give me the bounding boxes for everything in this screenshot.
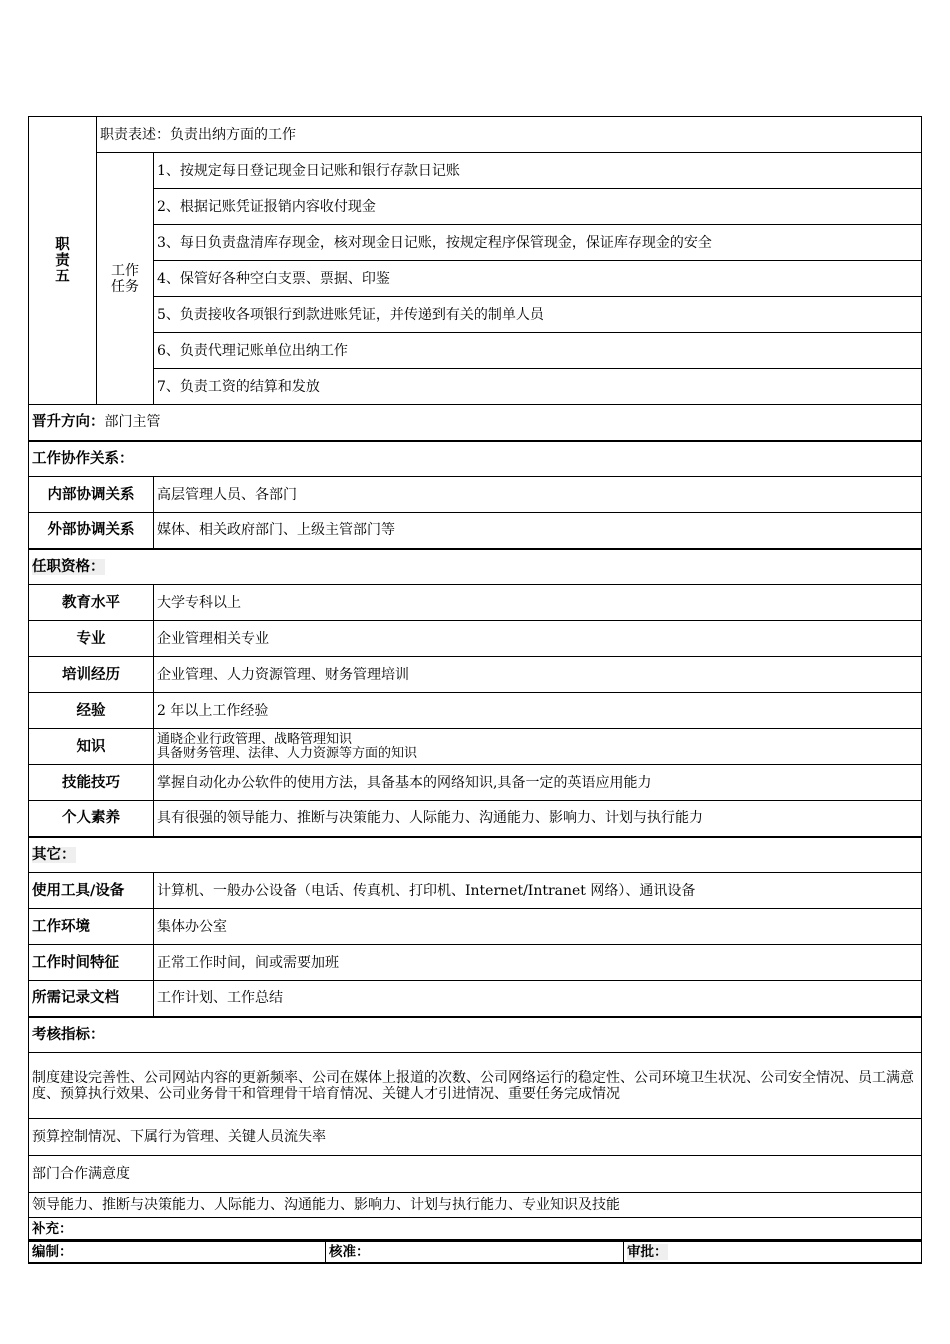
internal-coordination-label: 内部协调关系 xyxy=(29,477,154,513)
promotion-label: 晋升方向： xyxy=(32,414,105,431)
knowledge-label: 知识 xyxy=(29,729,154,765)
duty-label xyxy=(29,117,97,405)
other-title-cell xyxy=(29,837,922,873)
experience-label: 经验 xyxy=(29,693,154,729)
experience-value: 2 年以上工作经验 xyxy=(154,693,922,729)
duty-label-text: 职责五 xyxy=(55,236,70,285)
cooperation-title: 工作协作关系： xyxy=(29,441,922,477)
task-item: 2、根据记账凭证报销内容收付现金 xyxy=(154,189,922,225)
documents-label: 所需记录文档 xyxy=(29,981,154,1017)
signature-table xyxy=(28,1240,922,1264)
prepared-by xyxy=(29,1241,326,1263)
checked-by xyxy=(326,1241,624,1263)
assessment-item: 部门合作满意度 xyxy=(29,1156,922,1193)
other-title: 其它： xyxy=(32,846,76,863)
promotion-value: 部门主管 xyxy=(104,414,161,431)
education-label: 教育水平 xyxy=(29,585,154,621)
duty-description: 职责表述：负责出纳方面的工作 xyxy=(97,117,922,153)
knowledge-value xyxy=(154,729,922,765)
task-item: 4、保管好各种空白支票、票据、印鉴 xyxy=(154,261,922,297)
checked-label: 核准： xyxy=(329,1244,370,1260)
assessment-item: 预算控制情况、下属行为管理、关键人员流失率 xyxy=(29,1119,922,1156)
task-label-cell xyxy=(97,153,154,405)
tools-label: 使用工具/设备 xyxy=(29,873,154,909)
major-value: 企业管理相关专业 xyxy=(154,621,922,657)
knowledge-line: 通晓企业行政管理、战略管理知识 xyxy=(157,731,353,747)
job-description-sheet xyxy=(28,116,921,1264)
internal-coordination-value: 高层管理人员、各部门 xyxy=(154,477,922,513)
skills-label: 技能技巧 xyxy=(29,765,154,801)
personal-quality-label: 个人素养 xyxy=(29,801,154,837)
documents-value: 工作计划、工作总结 xyxy=(154,981,922,1017)
personal-quality-value: 具有很强的领导能力、推断与决策能力、人际能力、沟通能力、影响力、计划与执行能力 xyxy=(154,801,922,837)
tools-value: 计算机、一般办公设备（电话、传真机、打印机、Internet/Intranet 网络）、通讯设备 xyxy=(154,873,922,909)
skills-value: 掌握自动化办公软件的使用方法，具备基本的网络知识,具备一定的英语应用能力 xyxy=(154,765,922,801)
qualification-title-cell xyxy=(29,549,922,585)
prepared-label: 编制： xyxy=(32,1244,73,1260)
external-coordination-value: 媒体、相关政府部门、上级主管部门等 xyxy=(154,513,922,549)
assessment-title: 考核指标： xyxy=(29,1017,922,1053)
training-value: 企业管理、人力资源管理、财务管理培训 xyxy=(154,657,922,693)
qualification-title: 任职资格： xyxy=(32,558,105,575)
supplement-label: 补充： xyxy=(29,1218,922,1240)
promotion-row xyxy=(29,405,922,441)
environment-label: 工作环境 xyxy=(29,909,154,945)
education-value: 大学专科以上 xyxy=(154,585,922,621)
approved-label: 审批： xyxy=(627,1244,668,1260)
assessment-item: 领导能力、推断与决策能力、人际能力、沟通能力、影响力、计划与执行能力、专业知识及技能 xyxy=(29,1193,922,1218)
task-item: 7、负责工资的结算和发放 xyxy=(154,369,922,405)
task-item: 5、负责接收各项银行到款进账凭证，并传递到有关的制单人员 xyxy=(154,297,922,333)
major-label: 专业 xyxy=(29,621,154,657)
work-time-value: 正常工作时间，间或需要加班 xyxy=(154,945,922,981)
assessment-item: 制度建设完善性、公司网站内容的更新频率、公司在媒体上报道的次数、公司网络运行的稳定性、公司环境卫生状况、公司安全情况、员工满意度、预算执行效果、公司业务骨干和管理骨干培育情况、关键人才引进情况、重要任务完成情况 xyxy=(29,1053,922,1119)
job-description-table xyxy=(28,116,922,1240)
training-label: 培训经历 xyxy=(29,657,154,693)
task-label: 工作任务 xyxy=(111,262,139,295)
environment-value: 集体办公室 xyxy=(154,909,922,945)
approved-by xyxy=(624,1241,922,1263)
external-coordination-label: 外部协调关系 xyxy=(29,513,154,549)
knowledge-line: 具备财务管理、法律、人力资源等方面的知识 xyxy=(157,745,418,761)
task-item: 6、负责代理记账单位出纳工作 xyxy=(154,333,922,369)
work-time-label: 工作时间特征 xyxy=(29,945,154,981)
task-item: 1、按规定每日登记现金日记账和银行存款日记账 xyxy=(154,153,922,189)
task-item: 3、每日负责盘清库存现金，核对现金日记账，按规定程序保管现金，保证库存现金的安全 xyxy=(154,225,922,261)
